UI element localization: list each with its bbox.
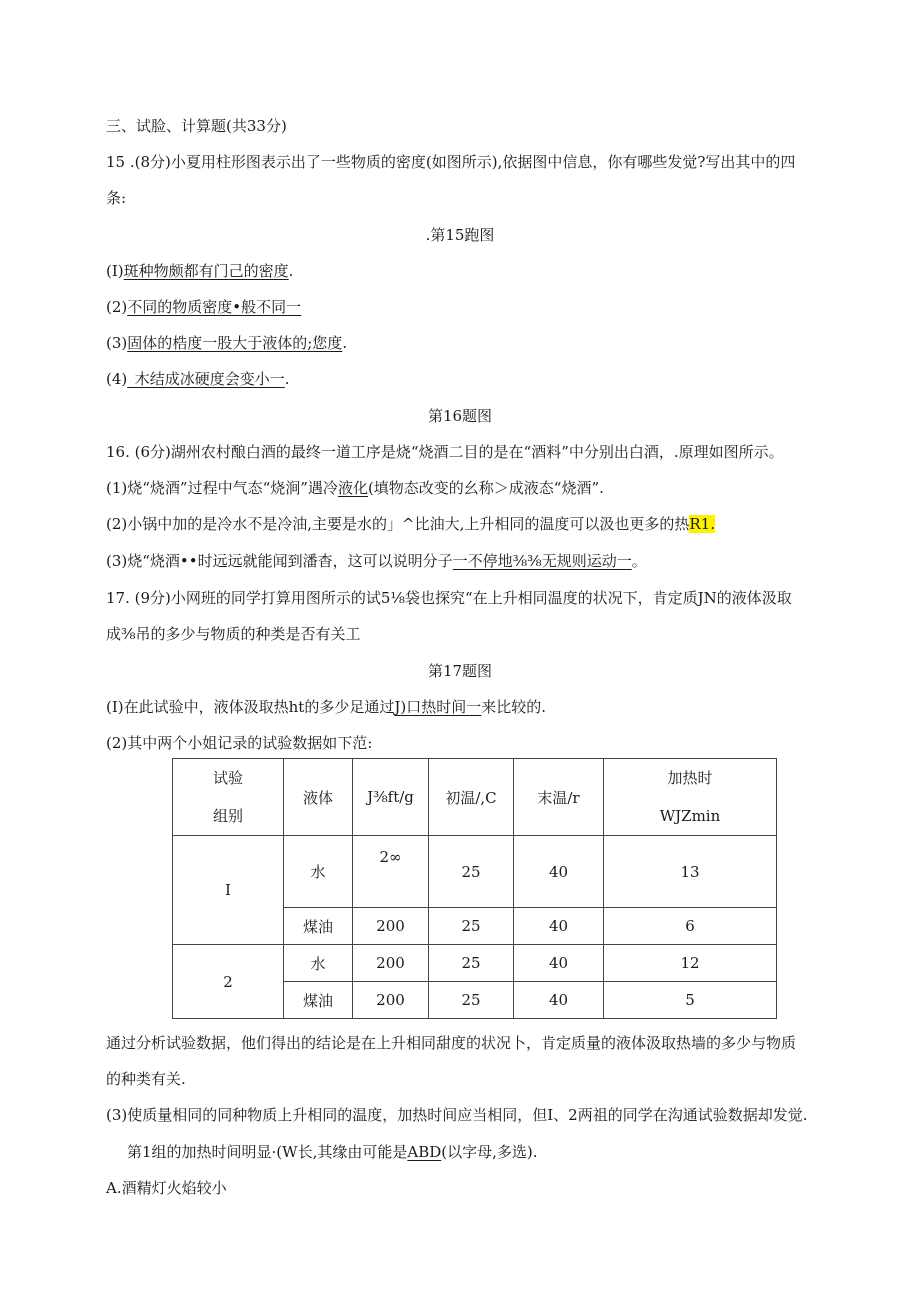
header-text: 加热时 bbox=[667, 769, 713, 787]
section-title: 三、试脸、计算题(共33分) bbox=[106, 117, 287, 135]
answer-text: (I)在此试验中，液体汲取热ht的多少足通过 bbox=[106, 698, 395, 716]
answer-text: (3)烧“烧酒••时远远就能闻到潘杳，这可以说明分子 bbox=[106, 552, 453, 570]
q15-intro-line1: 15 .(8分)小夏用柱形图表示出了一些物质的密度(如图所示),依据图中信息，你有哪些发觉?写出其中的四 bbox=[106, 153, 796, 171]
answer-text: (1)烧“烧酒”过程中气态“烧涧”遇冷 bbox=[106, 479, 338, 497]
answer-text: 固体的梏度一股大于液体的;您度 bbox=[127, 334, 343, 352]
q17-intro-line2: 成⅜吊的多少与物质的种类是否有关工 bbox=[106, 625, 361, 643]
q17-figure-caption: 第17题图 bbox=[427, 662, 493, 680]
answer-suffix: . bbox=[284, 370, 290, 388]
cell-time: 6 bbox=[604, 908, 777, 945]
cell-end: 40 bbox=[514, 982, 604, 1019]
q15-answer-2 bbox=[106, 296, 301, 317]
header-text: WJZmin bbox=[659, 807, 721, 825]
header-end-temp: 末温/r bbox=[514, 759, 604, 836]
header-text: 试验 bbox=[212, 769, 243, 787]
q15-answer-4 bbox=[106, 368, 290, 389]
table-row bbox=[173, 836, 777, 908]
cell-time: 12 bbox=[604, 945, 777, 982]
cell-start: 25 bbox=[429, 908, 514, 945]
answer-fill: J)口热时间一 bbox=[394, 698, 482, 716]
answer-text: 。 bbox=[631, 552, 647, 570]
q15-answer-1 bbox=[106, 260, 293, 281]
header-liquid: 液体 bbox=[284, 759, 353, 836]
q17-conclusion-line1: 通过分析试验数据，他们得出的结论是在上升相同甜度的状况卜，肯定质量的液体汲取热墙的多少与物质 bbox=[106, 1034, 797, 1052]
q15-answer-3 bbox=[106, 332, 347, 353]
q17-option-a: A.酒精灯火焰较小 bbox=[106, 1179, 227, 1197]
answer-fill: 一不停地⅜⅜无规则运动一 bbox=[452, 552, 632, 570]
group-label: 2 bbox=[173, 945, 284, 1019]
answer-prefix: (3) bbox=[106, 334, 128, 352]
answer-text: 斑种物颇都有门己的密度 bbox=[123, 262, 289, 280]
cell-mass: 200 bbox=[353, 908, 429, 945]
answer-text: (填物态改变的幺称＞成液态“烧酒”. bbox=[367, 479, 604, 497]
header-group bbox=[173, 759, 284, 836]
cell-mass: 200 bbox=[353, 982, 429, 1019]
answer-text: . bbox=[710, 515, 715, 533]
answer-text: 不同的物质密度•般不同一 bbox=[127, 298, 302, 316]
q16-figure-caption: 第16题图 bbox=[427, 407, 493, 425]
cell-time: 5 bbox=[604, 982, 777, 1019]
cell-start: 25 bbox=[429, 836, 514, 908]
q17-conclusion-line2: 的种类有关. bbox=[106, 1070, 186, 1088]
header-time bbox=[604, 759, 777, 836]
table-header-row bbox=[173, 759, 777, 836]
cell-end: 40 bbox=[514, 945, 604, 982]
cell-liquid: 水 bbox=[284, 945, 353, 982]
q15-intro-line2: 条: bbox=[106, 189, 127, 207]
answer-text: (2)小锅中加的是冷水不是冷油,主要是水的」^比油大,上升相同的温度可以汲也更多的热 bbox=[106, 515, 690, 533]
answer-suffix: . bbox=[288, 262, 294, 280]
cell-start: 25 bbox=[429, 982, 514, 1019]
answer-prefix: (4) bbox=[106, 370, 128, 388]
header-mass: J⅜ft∕g bbox=[353, 759, 429, 836]
q16-answer-1 bbox=[106, 477, 604, 498]
q16-answer-3 bbox=[106, 550, 647, 571]
answer-fill: 液化 bbox=[337, 479, 368, 497]
answer-prefix: (I) bbox=[106, 262, 124, 280]
cell-end: 40 bbox=[514, 836, 604, 908]
answer-text: (以字母,多选). bbox=[441, 1143, 538, 1161]
group-label: I bbox=[173, 836, 284, 945]
q17-answer-2: (2)其中两个小姐记录的试验数据如下范: bbox=[106, 734, 373, 752]
q17-answer-3-line1: (3)使质量相同的同种物质上升相同的温度，加热时间应当相同，但I、2两祖的同学在沟通试验数据却发觉. bbox=[106, 1106, 808, 1124]
highlighted-answer: R1 bbox=[689, 515, 711, 533]
cell-start: 25 bbox=[429, 945, 514, 982]
q16-answer-2 bbox=[106, 513, 715, 534]
answer-text: 来比较的. bbox=[481, 698, 546, 716]
q17-intro-line1: 17. (9分)小网班的同学打算用图所示的试5⅛袋也探究“在上升相同温度的状况下，肯定质JN的液体汲取 bbox=[106, 589, 792, 607]
answer-suffix: . bbox=[342, 334, 348, 352]
header-start-temp: 初温/,C bbox=[429, 759, 514, 836]
q17-answer-3-line2 bbox=[127, 1141, 538, 1162]
q17-answer-1 bbox=[106, 696, 546, 717]
q16-intro: 16. (6分)湖州农村酿白酒的最终一道工序是烧“烧酒二目的是在“酒料”中分别出白酒，.原理如图所示。 bbox=[106, 443, 784, 461]
q15-figure-caption: .第15跑图 bbox=[425, 226, 495, 244]
answer-text: _木结成冰硬度会变小一 bbox=[127, 370, 285, 388]
cell-liquid: 煤油 bbox=[284, 982, 353, 1019]
answer-fill: ABD bbox=[407, 1143, 442, 1161]
table-row bbox=[173, 945, 777, 982]
cell-liquid: 煤油 bbox=[284, 908, 353, 945]
answer-prefix: (2) bbox=[106, 298, 128, 316]
cell-mass: 200 bbox=[353, 945, 429, 982]
cell-mass: 2∞ bbox=[353, 836, 429, 908]
cell-end: 40 bbox=[514, 908, 604, 945]
cell-liquid: 水 bbox=[284, 836, 353, 908]
answer-text: 第1组的加热时间明显·(W长,其缘由可能是 bbox=[127, 1143, 408, 1161]
cell-time: 13 bbox=[604, 836, 777, 908]
header-text: 组别 bbox=[212, 807, 243, 825]
experiment-data-table bbox=[172, 758, 777, 1019]
